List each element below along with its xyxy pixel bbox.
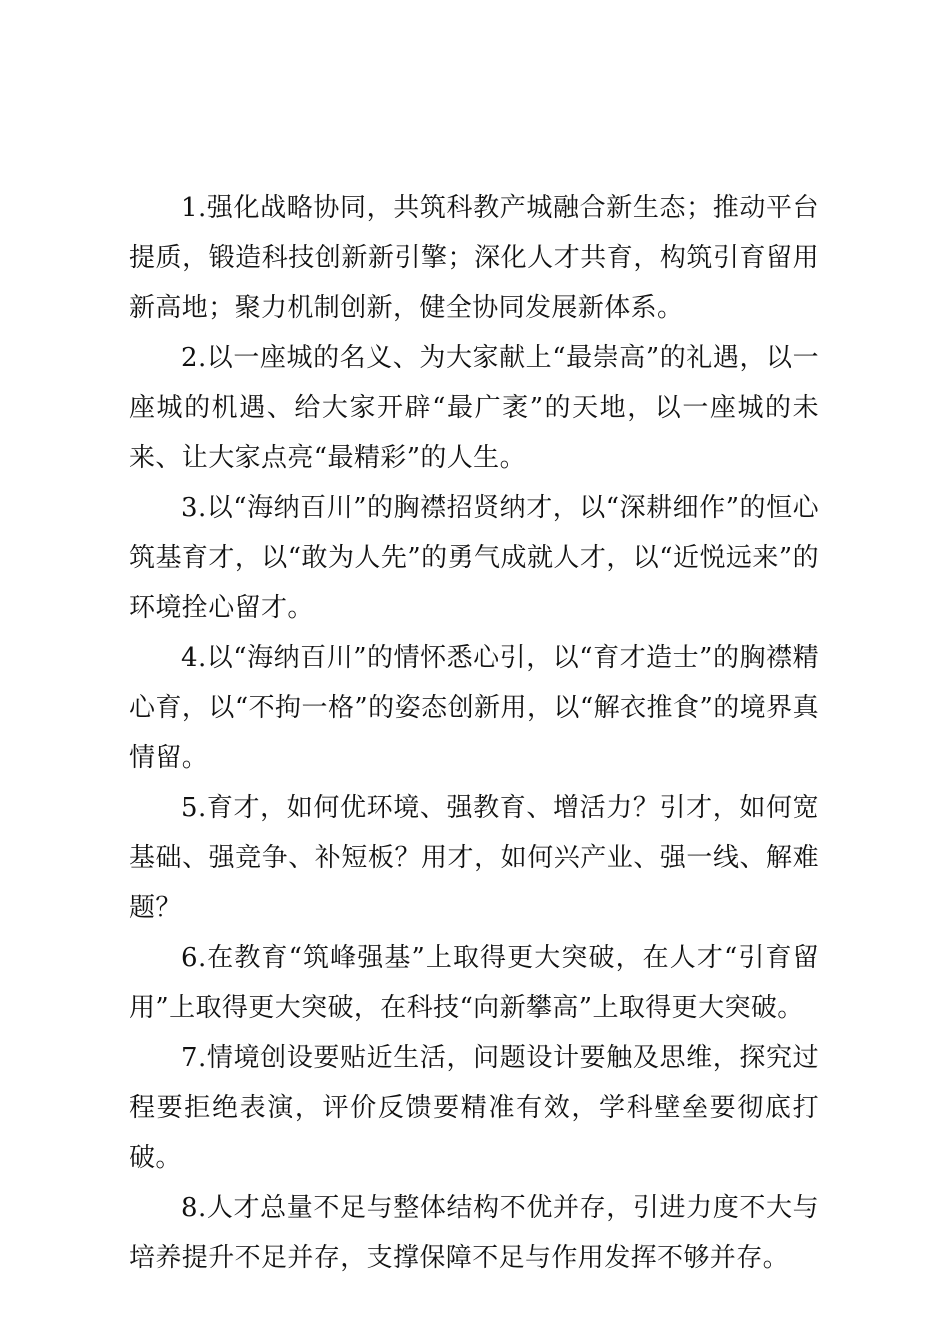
paragraph-4: 4.以“海纳百川”的情怀悉心引，以“育才造士”的胸襟精心育，以“不拘一格”的姿态创新用，以“解衣推食”的境界真情留。 bbox=[129, 643, 819, 773]
paragraph-1: 1.强化战略协同，共筑科教产城融合新生态；推动平台提质，锻造科技创新新引擎；深化人才共育，构筑引育留用新高地；聚力机制创新，健全协同发展新体系。 bbox=[129, 193, 819, 323]
paragraph-5: 5.育才，如何优环境、强教育、增活力？引才，如何宽基础、强竞争、补短板？用才，如何兴产业、强一线、解难题？ bbox=[129, 793, 819, 923]
paragraph-6: 6.在教育“筑峰强基”上取得更大突破，在人才“引育留用”上取得更大突破，在科技“向新攀高”上取得更大突破。 bbox=[129, 943, 819, 1023]
paragraph-8: 8.人才总量不足与整体结构不优并存，引进力度不大与培养提升不足并存，支撑保障不足与作用发挥不够并存。 bbox=[129, 1193, 819, 1273]
document-body bbox=[129, 183, 819, 1283]
paragraph-3: 3.以“海纳百川”的胸襟招贤纳才，以“深耕细作”的恒心筑基育才，以“敢为人先”的勇气成就人才，以“近悦远来”的环境拴心留才。 bbox=[129, 493, 819, 623]
paragraph-2: 2.以一座城的名义、为大家献上“最崇高”的礼遇，以一座城的机遇、给大家开辟“最广袤”的天地，以一座城的未来、让大家点亮“最精彩”的人生。 bbox=[129, 343, 819, 473]
paragraph-7: 7.情境创设要贴近生活，问题设计要触及思维，探究过程要拒绝表演，评价反馈要精准有效，学科壁垒要彻底打破。 bbox=[129, 1043, 819, 1173]
